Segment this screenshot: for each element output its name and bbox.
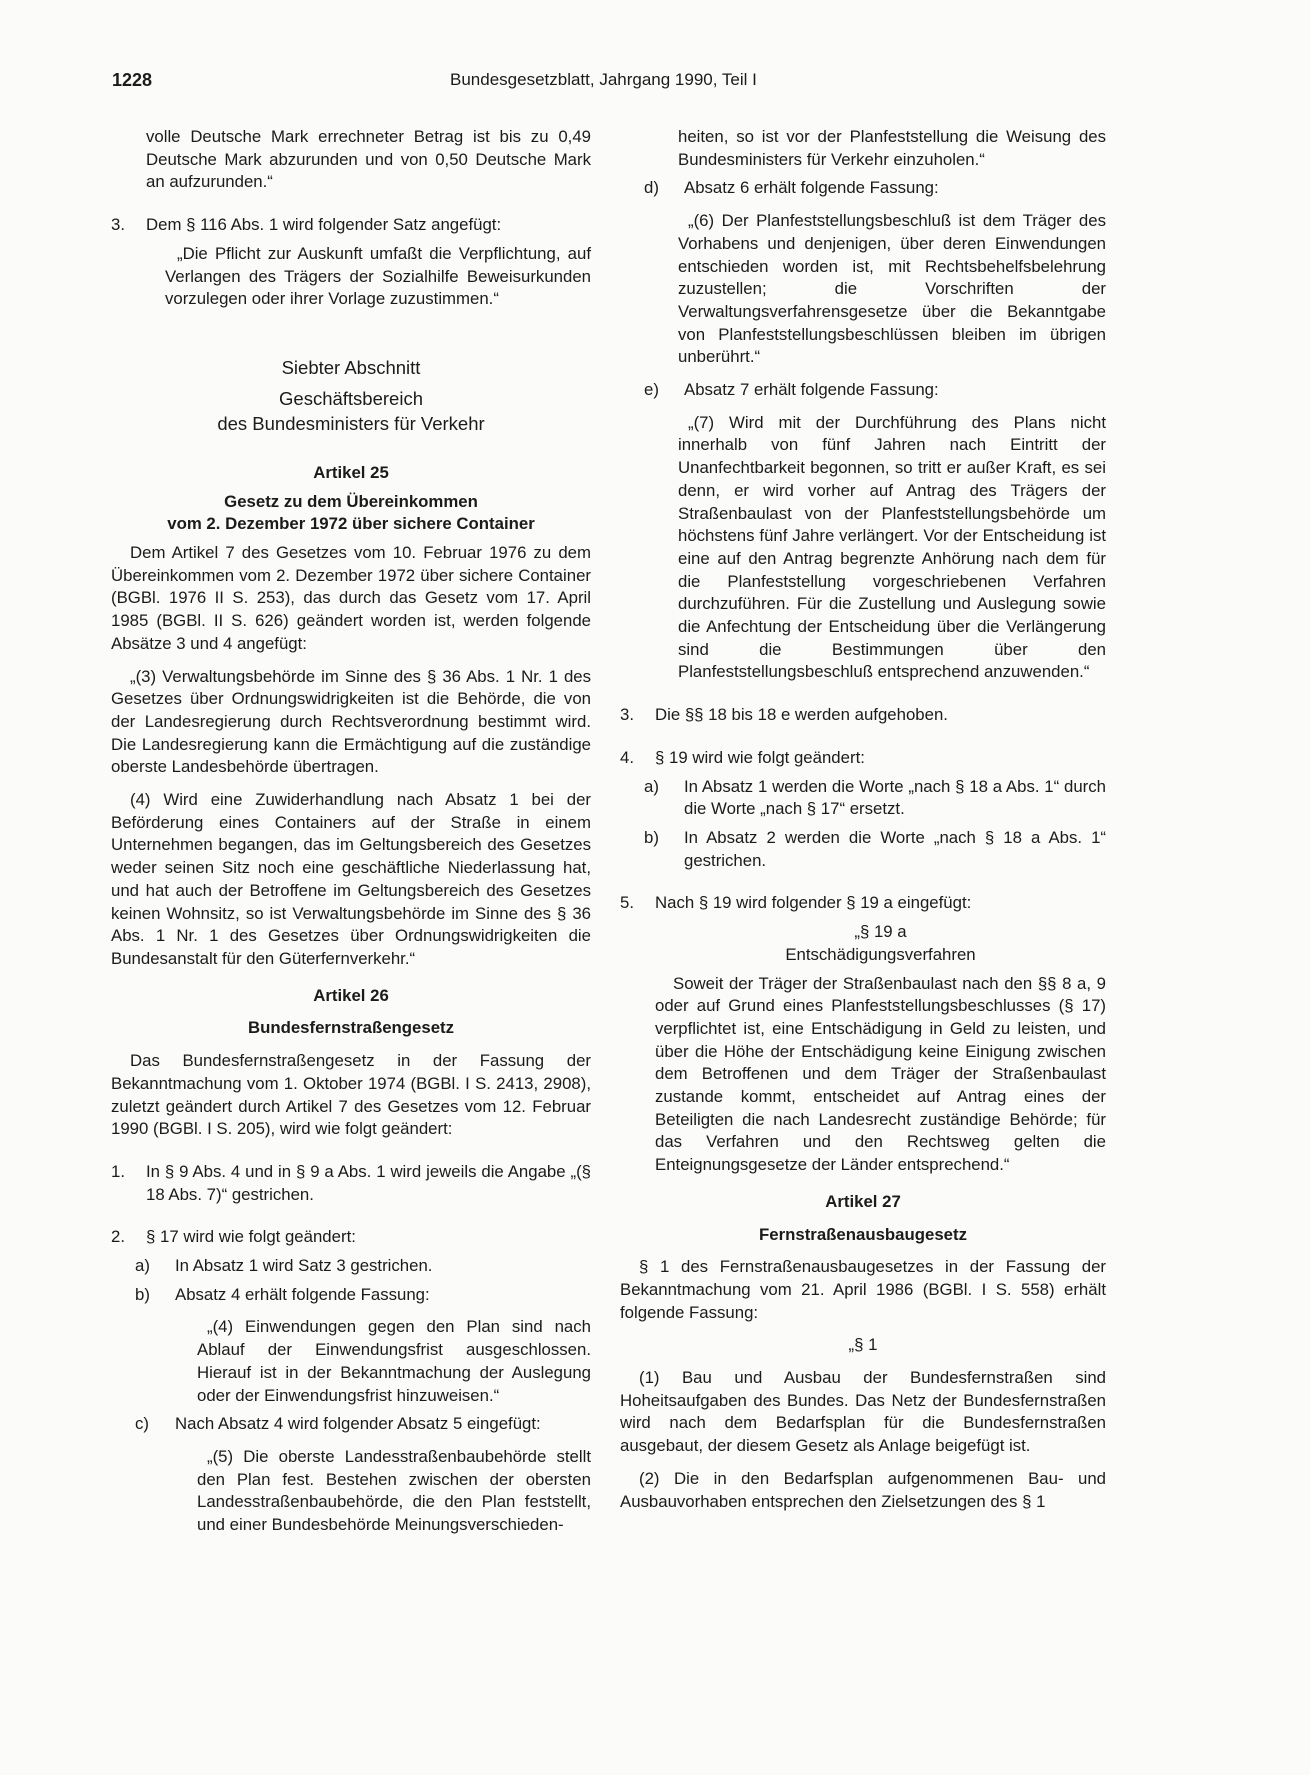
- article-subheading: vom 2. Dezember 1972 über sichere Container: [167, 514, 535, 534]
- left-column: [111, 126, 591, 1537]
- list-item: [111, 1413, 591, 1436]
- paragraph: (4) Wird eine Zuwiderhandlung nach Absatz 1 bei der Beförderung eines Containers auf der Straße in einem Unternehmen begangen, das im Geltungsbereich des Gesetzes weder seinen Sitz noch eine geschäftliche Niederlassung hat, und hat auch der Betroffene im Geltungsbereich des Gesetzes keinen Wohnsitz, so ist Verwaltungsbehörde im Sinne des § 36 Abs. 1 Nr. 1 des Gesetzes über Ordnungswidrigkeiten die Bundesanstalt für den Güterfernverkehr.“: [111, 790, 591, 968]
- item-letter: b): [644, 827, 659, 847]
- list-item: [620, 177, 1106, 200]
- item-letter: e): [644, 380, 659, 400]
- list-item: [620, 892, 1106, 915]
- list-item: [620, 747, 1106, 770]
- article-subheading: Fernstraßenausbaugesetz: [759, 1224, 967, 1244]
- quote-text: „(4) Einwendungen gegen den Plan sind nach Ablauf der Einwendungsfrist ausgeschlossen. Hierauf ist in der Bekanntmachung der Auslegung oder der Einwendungsfrist hinzuweisen.“: [197, 1317, 591, 1405]
- list-item: [111, 1284, 591, 1307]
- quote-text: „(5) Die oberste Landesstraßenbaubehörde stellt den Plan fest. Bestehen zwischen der obersten Landesstraßenbaubehörde, die den Plan feststellt, und einer Bundesbehörde Meinungsverschieden-: [197, 1446, 591, 1535]
- section-subtitle: des Bundesministers für Verkehr: [217, 412, 485, 434]
- item-number: 5.: [620, 893, 634, 913]
- paragraph-sign: „§ 19 a: [854, 922, 907, 942]
- paragraph: § 1 des Fernstraßenausbaugesetzes in der Fassung der Bekanntmachung vom 21. April 1986 (BGBl. I S. 558) erhält folgende Fassung:: [620, 1257, 1106, 1322]
- item-letter: b): [135, 1284, 150, 1304]
- list-item: [111, 1226, 591, 1249]
- paragraph-heading: Entschädigungsverfahren: [785, 944, 976, 964]
- item-text: In Absatz 1 werden die Worte „nach § 18 a Abs. 1“ durch die Worte „nach § 17“ ersetzt.: [684, 776, 1106, 819]
- quote-text: „Die Pflicht zur Auskunft umfaßt die Verpflichtung, auf Verlangen des Trägers der Sozialhilfe Beweisurkunden vorzulegen oder ihrer Vorlage zuzustimmen.“: [165, 243, 591, 309]
- continued-text: volle Deutsche Mark errechneter Betrag ist bis zu 0,49 Deutsche Mark abzurunden und von 0,50 Deutsche Mark an aufzurunden.“: [146, 127, 591, 192]
- paragraph: (1) Bau und Ausbau der Bundesfernstraßen sind Hoheitsaufgaben des Bundes. Das Netz der Bundesfernstraßen wird nach dem Bedarfsplan für die Bundesfernstraßen ausgebaut, der diesem Gesetz als Anlage beigefügt ist.: [620, 1368, 1106, 1456]
- item-text: Absatz 7 erhält folgende Fassung:: [684, 380, 939, 400]
- paragraph: (2) Die in den Bedarfsplan aufgenommenen Bau- und Ausbauvorhaben entsprechen den Zielsetzungen des § 1: [620, 1468, 1106, 1511]
- item-text: § 17 wird wie folgt geändert:: [146, 1227, 356, 1247]
- list-item: [111, 214, 591, 237]
- list-item: [620, 776, 1106, 821]
- list-item: [620, 827, 1106, 872]
- section-title: Siebter Abschnitt: [281, 356, 421, 378]
- quote-text: „(7) Wird mit der Durchführung des Plans nicht innerhalb von fünf Jahren nach Eintritt der Unanfechtbarkeit begonnen, so tritt er außer Kraft, es sei denn, er wird vorher auf Antrag des Trägers der Straßenbaulast von der Planfeststellungsbehörde um höchstens fünf Jahre verlängert. Vor der Entscheidung ist eine auf den Antrag begrenzte Anhörung nach dem für die Planfeststellung vorgeschriebenen Verfahren durchzuführen. Für die Zustellung und Auslegung sowie die Anfechtung der Entscheidung über die Verlängerung sind die Bestimmungen über den Planfeststellungsbeschluß entsprechend anzuwenden.“: [678, 412, 1106, 682]
- paragraph-sign: „§ 1: [848, 1335, 878, 1355]
- item-text: Nach § 19 wird folgender § 19 a eingefügt:: [655, 893, 972, 913]
- item-number: 1.: [111, 1161, 125, 1181]
- page-number: 1228: [112, 70, 153, 90]
- quote-text: Soweit der Träger der Straßenbaulast nach den §§ 8 a, 9 oder auf Grund eines Planfeststellungsbeschlusses (§ 17) verpflichtet ist, eine Entschädigung in Geld zu leisten, und über die Höhe der Entschädigung keine Einigung zwischen dem Betroffenen und dem Träger der Straßenbaulast zustande kommt, entscheidet auf Antrag eines der Beteiligten die nach Landesrecht zuständige Behörde; für das Verfahren und den Rechtsweg gelten die Enteignungsgesetze der Länder entsprechend.“: [655, 973, 1106, 1175]
- article-heading: Artikel 27: [825, 1191, 901, 1211]
- item-number: 3.: [620, 705, 634, 725]
- item-letter: d): [644, 178, 659, 198]
- list-item: [620, 379, 1106, 402]
- item-text: Nach Absatz 4 wird folgender Absatz 5 eingefügt:: [175, 1414, 541, 1434]
- item-number: 3.: [111, 215, 125, 235]
- list-item: [111, 1161, 591, 1206]
- item-text: Dem § 116 Abs. 1 wird folgender Satz angefügt:: [146, 215, 502, 235]
- item-letter: a): [135, 1256, 150, 1276]
- item-text: In § 9 Abs. 4 und in § 9 a Abs. 1 wird jeweils die Angabe „(§ 18 Abs. 7)“ gestrichen.: [146, 1161, 591, 1204]
- paragraph: Das Bundesfernstraßengesetz in der Fassung der Bekanntmachung vom 1. Oktober 1974 (BGBl. I S. 2413, 2908), zuletzt geändert durch Artikel 7 des Gesetzes vom 12. Februar 1990 (BGBl. I S. 205), wird wie folgt geändert:: [111, 1051, 591, 1139]
- item-number: 2.: [111, 1227, 125, 1247]
- item-text: In Absatz 2 werden die Worte „nach § 18 a Abs. 1“ gestrichen.: [684, 827, 1106, 870]
- article-heading: Artikel 25: [313, 462, 389, 482]
- article-subheading: Bundesfernstraßengesetz: [247, 1018, 455, 1038]
- item-text: In Absatz 1 wird Satz 3 gestrichen.: [175, 1256, 433, 1276]
- paragraph: „(3) Verwaltungsbehörde im Sinne des § 36 Abs. 1 Nr. 1 des Gesetzes über Ordnungswidrigkeiten ist die Behörde, die von der Landesregierung durch Rechtsverordnung bestimmt wird. Die Landesregierung kann die Ermächtigung auf die zuständige oberste Landesbehörde übertragen.: [111, 666, 591, 777]
- list-item: [620, 704, 1106, 727]
- page-header: [112, 70, 1198, 94]
- item-text: Absatz 6 erhält folgende Fassung:: [684, 178, 939, 198]
- publication-title: Bundesgesetzblatt, Jahrgang 1990, Teil I: [450, 70, 757, 89]
- right-column: [620, 126, 1106, 1513]
- item-number: 4.: [620, 747, 634, 767]
- section-subtitle: Geschäftsbereich: [279, 387, 423, 409]
- article-heading: Artikel 26: [313, 985, 389, 1005]
- paragraph: Dem Artikel 7 des Gesetzes vom 10. Februar 1976 zu dem Übereinkommen vom 2. Dezember 1972 über sichere Container (BGBl. 1976 II S. 253), das durch das Gesetz vom 17. April 1985 (BGBl. II S. 626) geändert worden ist, werden folgende Absätze 3 und 4 angefügt:: [111, 543, 591, 653]
- continued-text: heiten, so ist vor der Planfeststellung die Weisung des Bundesministers für Verkehr einzuholen.“: [678, 127, 1106, 169]
- article-subheading: Gesetz zu dem Übereinkommen: [224, 491, 478, 511]
- list-item: [111, 1255, 591, 1278]
- item-letter: c): [135, 1414, 149, 1434]
- quote-text: „(6) Der Planfeststellungsbeschluß ist dem Träger des Vorhabens und denjenigen, über deren Einwendungen entschieden worden ist, mit Rechtsbehelfsbelehrung zuzustellen; die Vorschriften der Verwaltungsverfahrensgesetze über die Bekanntgabe von Planfeststellungsbeschlüssen bleiben im übrigen unberührt.“: [678, 211, 1106, 367]
- item-text: Die §§ 18 bis 18 e werden aufgehoben.: [655, 705, 948, 725]
- item-letter: a): [644, 776, 659, 796]
- item-text: § 19 wird wie folgt geändert:: [655, 747, 865, 767]
- item-text: Absatz 4 erhält folgende Fassung:: [175, 1284, 430, 1304]
